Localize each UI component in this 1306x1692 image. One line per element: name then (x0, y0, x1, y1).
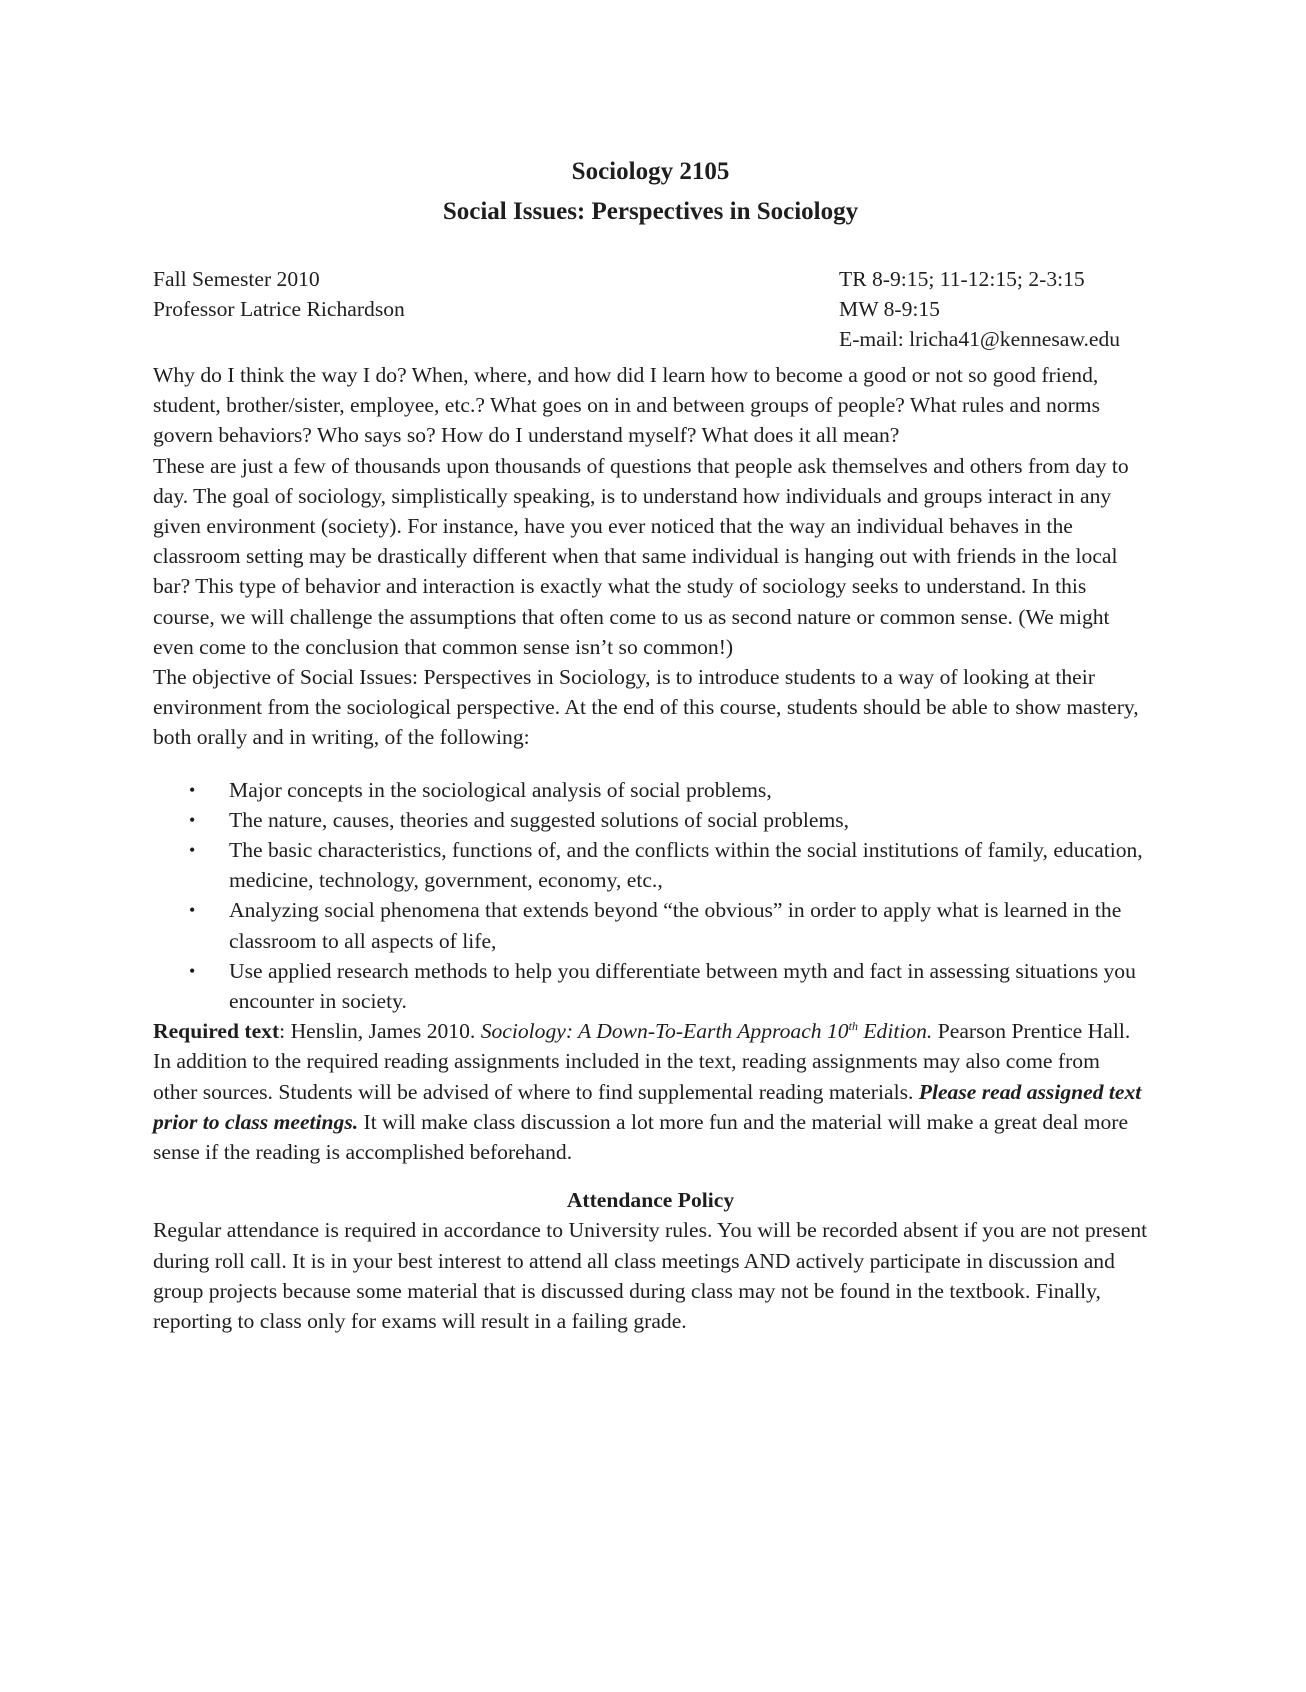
schedule-mw: MW 8-9:15 (839, 297, 940, 322)
objective-text: The basic characteristics, functions of, and the conflicts within the social institutions of family, education, medicine, technology, government, economy, etc., (229, 838, 1143, 893)
list-item (153, 775, 1148, 805)
page-content (153, 152, 1148, 1336)
edition-ordinal-suffix: th (848, 1019, 858, 1034)
bullet-icon: • (189, 779, 196, 800)
list-item (153, 895, 1148, 955)
course-info-left (153, 264, 405, 324)
list-item (153, 956, 1148, 1016)
list-item (153, 835, 1148, 895)
textbook-author: Henslin, James 2010. (290, 1019, 481, 1044)
required-text-colon: : (279, 1019, 291, 1044)
attendance-policy-paragraph: Regular attendance is required in accordance to University rules. You will be recorded absent if you are not present during roll call. It is in your best interest to attend all class meetings AND actively participate in discussion and group projects because some material that is discussed during class may not be found in the textbook. Finally, reporting to class only for exams will result in a failing grade. (153, 1218, 1148, 1334)
objective-text: Major concepts in the sociological analysis of social problems, (229, 777, 772, 802)
objective-text: Use applied research methods to help you differentiate between myth and fact in assessing situations you encounter in society. (229, 958, 1136, 1014)
sociology-goal-paragraph: These are just a few of thousands upon thousands of questions that people ask themselves and others from day to day. The goal of sociology, simplistically speaking, is to understand how individuals and groups interact in any given environment (society). For instance, have you ever noticed that the way an individual behaves in the classroom setting may be drastically different when that same individual is hanging out with friends in the local bar? This type of behavior and interaction is exactly what the study of sociology seeks to understand. In this course, we will challenge the assumptions that often come to us as second nature or common sense. (We might even come to the conclusion that common sense isn’t so common!) (153, 453, 1129, 659)
course-objective-paragraph: The objective of Social Issues: Perspectives in Sociology, is to introduce students to a way of looking at their environment from the sociological perspective. At the end of this course, students should be able to show mastery, both orally and in writing, of the following: (153, 665, 1139, 750)
schedule-tr: TR 8-9:15; 11-12:15; 2-3:15 (839, 267, 1085, 291)
semester-text: Fall Semester 2010 (153, 267, 320, 291)
textbook-edition: Edition. (857, 1019, 933, 1044)
course-number-title: Sociology 2105 (571, 158, 730, 185)
course-info-block (153, 264, 1148, 360)
objective-text: Analyzing social phenomena that extends beyond “the obvious” in order to apply what is learned in the classroom to all aspects of life, (229, 898, 1122, 953)
bullet-icon: • (189, 809, 196, 830)
course-title: Social Issues: Perspectives in Sociology (442, 198, 859, 225)
textbook-title (481, 1019, 933, 1043)
email-address: E-mail: lricha41@kennesaw.edu (839, 327, 1121, 352)
required-text-label: Required text (153, 1019, 280, 1044)
textbook-title-text: Sociology: A Down-To-Earth Approach 10 (480, 1019, 849, 1044)
bullet-icon: • (189, 900, 196, 921)
required-text-paragraph (153, 1016, 1148, 1167)
intro-questions-paragraph: Why do I think the way I do? When, where, and how did I learn how to become a good or not so good friend, student, brother/sister, employee, etc.? What goes on in and between groups of people? What rules and norms govern behaviors? Who says so? How do I understand myself? What does it all mean? (153, 363, 1100, 448)
bullet-icon: • (189, 840, 196, 861)
bullet-icon: • (189, 960, 196, 981)
course-info-right (839, 264, 1120, 355)
textbook-publisher-text: Pearson Prentice Hall. In addition to the required reading assignments included in the text, reading assignments may also come from other sources. Students will be advised of where to find supplemental reading materials. (153, 1019, 1131, 1104)
list-item (153, 805, 1148, 835)
attendance-policy-heading: Attendance Policy (566, 1188, 735, 1213)
objective-text: The nature, causes, theories and suggested solutions of social problems, (229, 807, 850, 832)
reading-closing-text: It will make class discussion a lot more fun and the material will make a great deal more sense if the reading is accomplished beforehand. (153, 1109, 1129, 1165)
reading-emphasis-text: Please read assigned text prior to class meetings. (153, 1079, 1142, 1134)
professor-name: Professor Latrice Richardson (153, 297, 405, 322)
objectives-list (153, 775, 1148, 1017)
